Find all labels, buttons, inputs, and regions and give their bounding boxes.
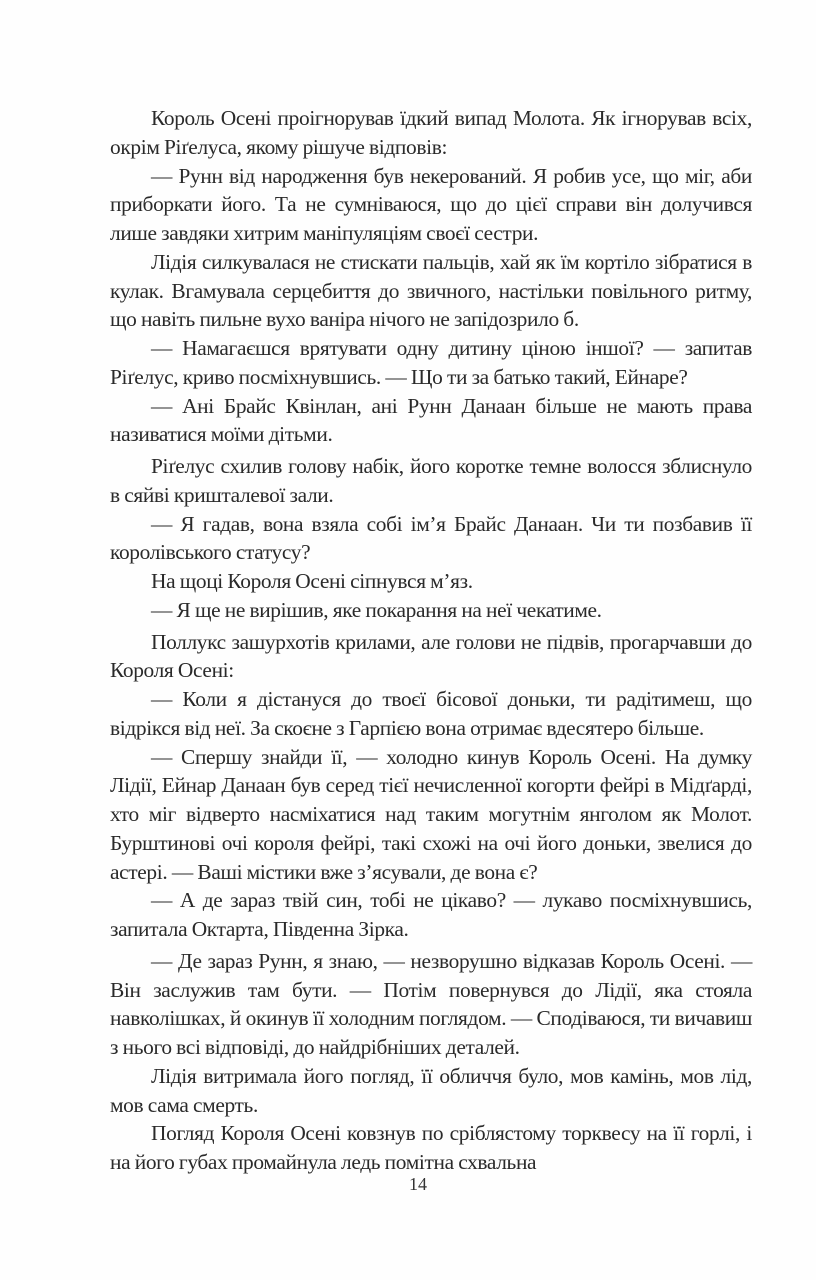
- paragraph: — Спершу знайди її, — холодно кинув Король Осені. На думку Лідії, Ейнар Данаан був серед тієї нечисленної когорти фейрі в Мідґарді, хто міг відверто насміхатися над таким могутнім янголом як Молот. Бурштинові очі короля фейрі, такі схожі на очі його доньки, звелися до астері. — Ваші містики вже з’ясували, де вона є?: [110, 744, 752, 884]
- paragraph: Лідія силкувалася не стискати пальців, хай як їм кортіло зібратися в кулак. Вгамувала серцебиття до звичного, настільки повільного ритму, що навіть пильне вухо ваніра нічого не запідозрило б.: [110, 249, 752, 332]
- paragraph: — Коли я дістануся до твоєї бісової доньки, ти радітимеш, що відрікся від неї. За скоєне з Гарпією вона отримає вдесятеро більше.: [110, 687, 752, 740]
- paragraph: — Де зараз Рунн, я знаю, — незворушно відказав Король Осені. — Він заслужив там бути. — Потім повернувся до Лідії, яка стояла навколішках, й окинув її холодним поглядом. — Сподіваюся, ти вичавиш з нього всі відповіді, до найдрібніших деталей.: [110, 948, 752, 1059]
- paragraph: — Я ще не вирішив, яке покарання на неї чекатиме.: [151, 597, 602, 622]
- paragraph: — А де зараз твій син, тобі не цікаво? — лукаво посміхнувшись, запитала Октарта, Південна Зірка.: [110, 888, 752, 941]
- paragraph: — Ані Брайс Квінлан, ані Рунн Данаан більше не мають права називатися моїми дітьми.: [110, 393, 752, 447]
- paragraph: Лідія витримала його погляд, її обличчя було, мов камінь, мов лід, мов сама смерть.: [110, 1063, 752, 1117]
- body-text: [110, 104, 752, 1177]
- paragraph: Ріґелус схилив голову набік, його коротке темне волосся зблиснуло в сяйві кришталевої зали.: [110, 454, 752, 507]
- paragraph: Погляд Короля Осені ковзнув по сріблястому торквесу на її горлі, і на його губах промайнула ледь помітна схвальна: [110, 1121, 752, 1174]
- paragraph: — Намагаєшся врятувати одну дитину ціною іншої? — запитав Ріґелус, криво посміхнувшись. — Що ти за батько такий, Ейнаре?: [110, 336, 752, 389]
- paragraph: Поллукс зашурхотів крилами, але голови не підвів, прогарчавши до Короля Осені:: [110, 629, 752, 683]
- paragraph: На щоці Короля Осені сіпнувся м’яз.: [151, 569, 473, 593]
- paragraph: — Я гадав, вона взяла собі ім’я Брайс Данаан. Чи ти позбавив її королівського статусу?: [110, 511, 752, 565]
- page-number: 14: [409, 1174, 427, 1194]
- paragraph: Король Осені проігнорував їдкий випад Молота. Як ігнорував всіх, окрім Ріґелуса, якому рішуче відповів:: [110, 106, 752, 159]
- paragraph: — Рунн від народження був некерований. Я робив усе, що міг, аби приборкати його. Та не сумніваюся, що до цієї справи він долучився лише завдяки хитрим маніпуляціям своєї сестри.: [110, 163, 752, 245]
